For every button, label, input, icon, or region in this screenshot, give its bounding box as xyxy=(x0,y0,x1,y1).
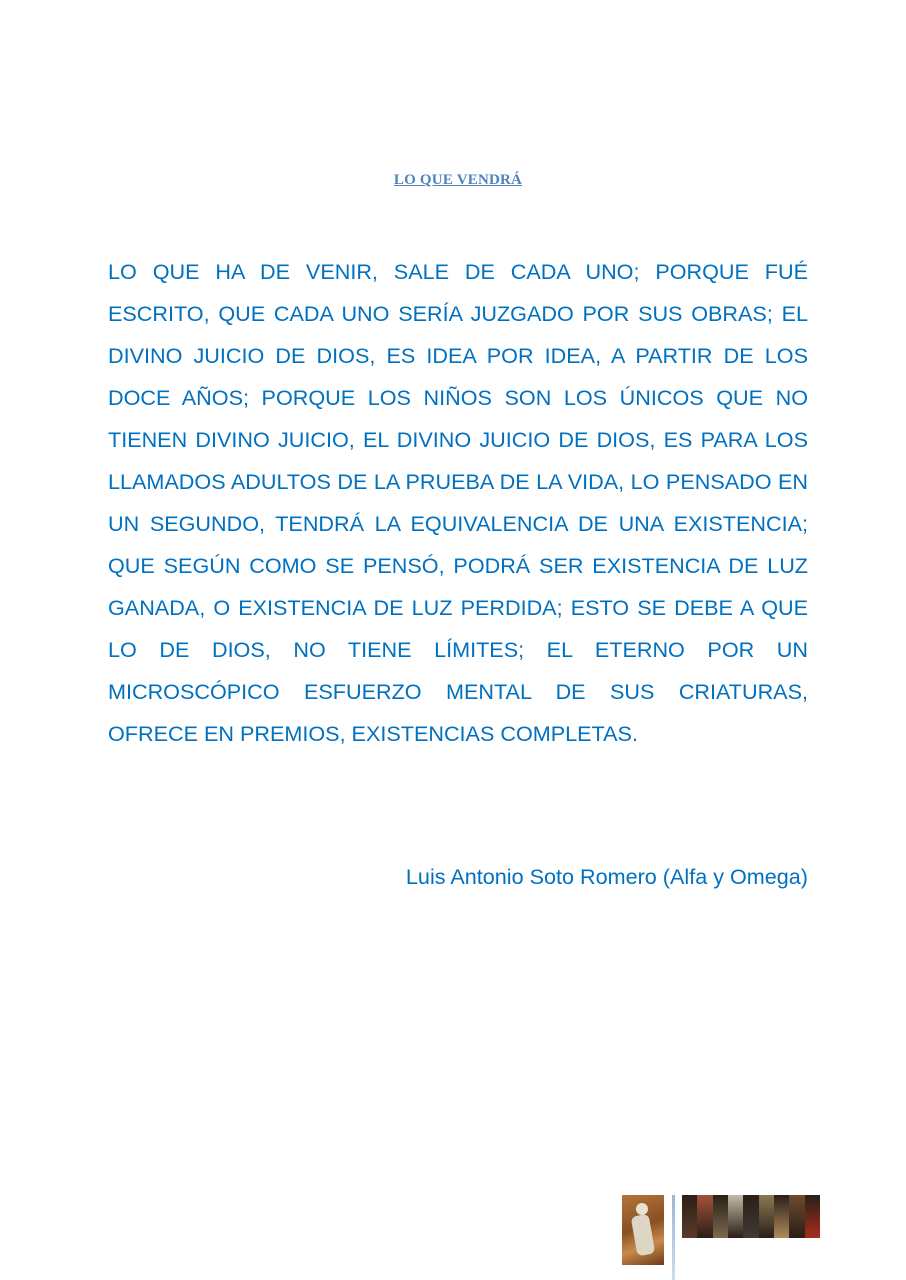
figure-head-shape xyxy=(636,1203,648,1215)
collage-tile xyxy=(697,1195,712,1238)
collage-tile xyxy=(774,1195,789,1238)
document-signature: Luis Antonio Soto Romero (Alfa y Omega) xyxy=(405,864,808,889)
collage-tile xyxy=(805,1195,820,1238)
document-title: LO QUE VENDRÁ xyxy=(393,172,523,188)
collage-tile xyxy=(682,1195,697,1238)
collage-tile xyxy=(759,1195,774,1238)
figure-body-shape xyxy=(631,1214,656,1257)
collage-photo-icon xyxy=(682,1195,820,1238)
collage-tile xyxy=(713,1195,728,1238)
document-body-paragraph: LO QUE HA DE VENIR, SALE DE CADA UNO; PORQUE FUÉ ESCRITO, QUE CADA UNO SERÍA JUZGADO POR SUS OBRAS; EL DIVINO JUICIO DE DIOS, ES IDEA POR IDEA, A PARTIR DE LOS DOCE AÑOS; PORQUE LOS NIÑOS SON LOS ÚNICOS QUE NO TIENEN DIVINO JUICIO, EL DIVINO JUICIO DE DIOS, ES PARA LOS LLAMADOS ADULTOS DE LA PRUEBA DE LA VIDA, LO PENSADO EN UN SEGUNDO, TENDRÁ LA EQUIVALENCIA DE UNA EXISTENCIA; QUE SEGÚN COMO SE PENSÓ, PODRÁ SER EXISTENCIA DE LUZ GANADA, O EXISTENCIA DE LUZ PERDIDA; ESTO SE DEBE A QUE LO DE DIOS, NO TIENE LÍMITES; EL ETERNO POR UN MICROSCÓPICO ESFUERZO MENTAL DE SUS CRIATURAS, OFRECE EN PREMIOS, EXISTENCIAS COMPLETAS. xyxy=(108,259,808,746)
collage-tile xyxy=(789,1195,804,1238)
footer-divider xyxy=(672,1195,675,1280)
figure-photo-icon xyxy=(622,1195,664,1265)
collage-tile xyxy=(728,1195,743,1238)
collage-tile xyxy=(743,1195,758,1238)
